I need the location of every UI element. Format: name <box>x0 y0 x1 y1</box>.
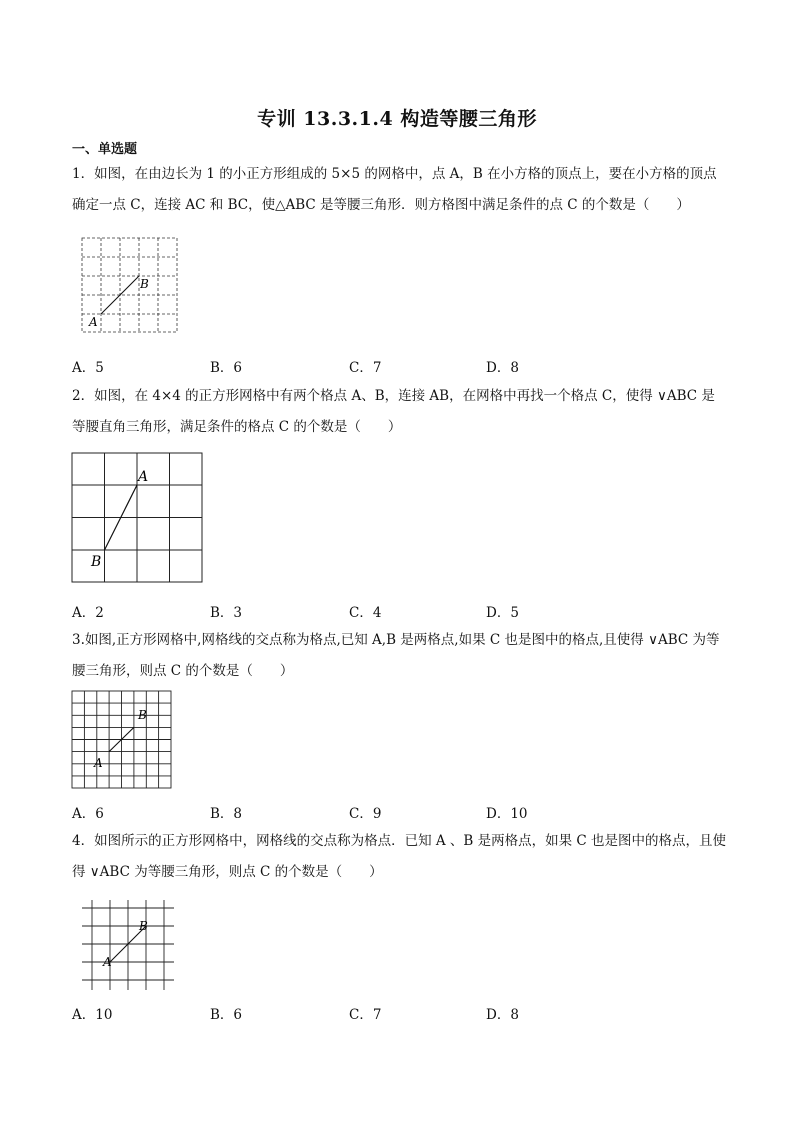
point-a-label: A <box>138 469 149 485</box>
question-text: ．如图，在 4×4 的正方形网格中有两个格点 A、B，连接 AB，在网格中再找一个格点 C，使得 ∨ABC 是等腰直角三角形，满足条件的格点 C 的个数是（ ） <box>72 388 715 435</box>
option-a[interactable]: A．6 <box>72 806 104 822</box>
option-a[interactable]: A．10 <box>72 1007 113 1023</box>
point-a-label: A <box>94 756 103 770</box>
figure-1-grid <box>80 236 180 334</box>
point-b-label: B <box>139 919 148 933</box>
point-b-label: B <box>91 554 102 570</box>
option-b[interactable]: B．8 <box>210 806 243 822</box>
question-text: ．如图，在由边长为 1 的小正方形组成的 5×5 的网格中，点 A，B 在小方格的顶点上，要在小方格的顶点确定一点 C，连接 AC 和 BC，使△ABC 是等腰三角形．则方格图中满足条件的点 C 的个数是（ ） <box>72 166 717 213</box>
options-1 <box>72 356 732 376</box>
option-a[interactable]: A．2 <box>72 605 104 621</box>
point-a-label: A <box>89 315 98 329</box>
question-text: .如图,正方形网格中,网格线的交点称为格点,已知 A,B 是两格点,如果 C 也是图中的格点,且使得 ∨ABC 为等腰三角形，则点 C 的个数是（ ） <box>72 632 720 679</box>
question-number: 4 <box>72 833 81 849</box>
point-b-label: B <box>138 708 147 722</box>
options-2 <box>72 601 732 621</box>
option-c[interactable]: C．7 <box>349 1007 382 1023</box>
figure-4-grid <box>80 896 176 991</box>
question-number: 3 <box>72 632 81 648</box>
figure-2-grid <box>71 452 204 584</box>
question-3 <box>72 625 728 687</box>
option-b[interactable]: B．3 <box>210 605 243 621</box>
section-heading: 一、单选题 <box>72 142 138 157</box>
option-c[interactable]: C．9 <box>349 806 382 822</box>
point-a-label: A <box>103 955 112 969</box>
question-number: 1 <box>72 166 81 182</box>
point-b-label: B <box>140 277 149 291</box>
figure-3-grid <box>71 690 173 790</box>
option-c[interactable]: C．7 <box>349 360 382 376</box>
option-d[interactable]: D．5 <box>486 605 519 621</box>
question-number: 2 <box>72 388 81 404</box>
options-3 <box>72 802 732 822</box>
option-d[interactable]: D．8 <box>486 1007 519 1023</box>
question-text: ．如图所示的正方形网格中，网格线的交点称为格点．已知 A 、B 是两格点，如果 C 也是图中的格点，且使得 ∨ABC 为等腰三角形，则点 C 的个数是（ ） <box>72 833 727 880</box>
option-b[interactable]: B．6 <box>210 360 243 376</box>
option-a[interactable]: A．5 <box>72 360 104 376</box>
page-title: 专训 13.3.1.4 构造等腰三角形 <box>257 108 537 130</box>
option-b[interactable]: B．6 <box>210 1007 243 1023</box>
options-4 <box>72 1003 732 1023</box>
question-1 <box>72 159 728 221</box>
question-2 <box>72 381 728 443</box>
question-4 <box>72 826 728 888</box>
option-c[interactable]: C．4 <box>349 605 382 621</box>
option-d[interactable]: D．10 <box>486 806 528 822</box>
option-d[interactable]: D．8 <box>486 360 519 376</box>
